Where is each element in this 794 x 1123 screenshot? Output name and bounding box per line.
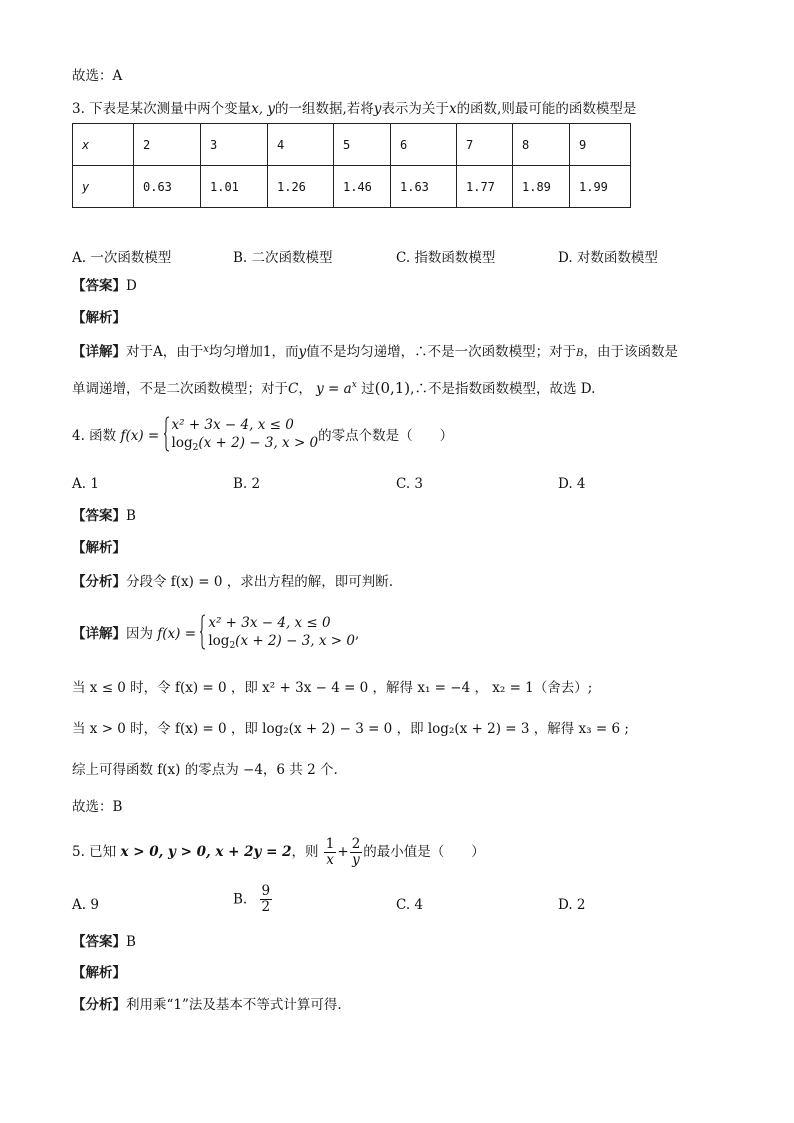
detail-tag: 【详解】 (72, 626, 126, 642)
q5-stem-b: ，则 (291, 844, 319, 860)
q4-detail (72, 614, 359, 655)
fraction-numerator: 2 (351, 836, 361, 852)
q3-stem-vars: x, y (251, 101, 275, 117)
q4-stem-a: 4. 函数 (72, 428, 117, 444)
detail-fx: f(x) = (157, 626, 197, 642)
q4-line-3: 综上可得函数 f(x) 的零点为 −4，6 共 2 个. (72, 762, 338, 778)
detail-tag: 【详解】 (72, 344, 126, 360)
fenxi-text: 分段令 f(x) = 0 ，求出方程的解，即可判断. (126, 574, 394, 590)
log-text: log (171, 435, 193, 451)
answer-tag: 【答案】 (72, 508, 126, 524)
detail-var-x: x (203, 344, 209, 355)
point-coord: (0,1) (374, 379, 411, 397)
log-text: log (208, 633, 230, 649)
detail-text: ,∴不是指数函数模型，故选 D. (410, 381, 596, 397)
q4-line-2: 当 x > 0 时，令 f(x) = 0 ，即 log₂(x + 2) − 3 = 0 ，即 log₂(x + 2) = 3 ，解得 x₃ = 6 ; (72, 721, 629, 737)
q5-option-b (233, 884, 273, 915)
q3-stem-a: 3. 下表是某次测量中两个变量 (72, 101, 252, 117)
answer-value: B (126, 934, 136, 950)
exp-equation: y = a (316, 381, 352, 397)
left-brace-icon (200, 614, 206, 650)
q4-fenxi (72, 573, 393, 591)
q4-option-a: A. 1 (72, 476, 99, 492)
x-cell: 5 (334, 124, 391, 166)
q4-stem (72, 416, 453, 457)
q5-option-a: A. 9 (72, 897, 99, 913)
analysis-tag: 【解析】 (72, 540, 126, 556)
x-cell: 2 (134, 124, 201, 166)
q3-stem (72, 100, 636, 118)
q5-condition: x > 0, y > 0, x + 2y = 2 (120, 844, 292, 860)
q5-fenxi (72, 996, 342, 1014)
q2-conclusion: 故选：A (72, 68, 123, 84)
detail-text: ， (298, 381, 312, 397)
fraction-9-over-2 (260, 884, 273, 915)
q3-option-c: C. 指数函数模型 (396, 250, 496, 266)
q3-data-table (72, 123, 631, 208)
answer-value: D (126, 278, 137, 294)
detail-text: 对于A，由于 (126, 344, 204, 360)
y-cell: 1.26 (268, 166, 334, 208)
exp-superscript: x (351, 380, 357, 390)
x-cell: 4 (268, 124, 334, 166)
log-base: 2 (192, 443, 199, 453)
q4-fx: f(x) = (120, 428, 160, 444)
detail-text: 因为 (126, 626, 153, 642)
log-arg: (x + 2) − 3, x > 0 (235, 633, 355, 649)
analysis-tag: 【解析】 (72, 965, 126, 981)
option-b-label: B. (233, 891, 248, 908)
row-label-x: x (73, 124, 134, 166)
q4-option-d: D. 4 (558, 476, 586, 492)
q4-option-b: B. 2 (233, 476, 261, 492)
log-base: 2 (229, 641, 236, 651)
q4-analysis-tag (72, 539, 126, 557)
table-row-y (73, 166, 631, 208)
detail-text: 过 (361, 381, 375, 397)
fraction-2-over-y (350, 837, 363, 868)
x-cell: 7 (457, 124, 513, 166)
y-cell: 1.01 (201, 166, 268, 208)
q5-option-d: D. 2 (558, 897, 586, 913)
analysis-tag: 【解析】 (72, 310, 126, 326)
piece-case-2 (208, 632, 355, 655)
log-arg: (x + 2) − 3, x > 0 (198, 435, 319, 451)
y-cell: 1.99 (570, 166, 631, 208)
piecewise-function (200, 614, 355, 655)
q3-option-b: B. 二次函数模型 (233, 250, 333, 266)
y-cell: 1.46 (334, 166, 391, 208)
detail-text: 单调递增，不是二次函数模型；对于 (72, 381, 288, 397)
fenxi-tag: 【分析】 (72, 997, 126, 1013)
q3-stem-c: 表示为关于 (381, 101, 449, 117)
q3-stem-b: 的一组数据,若将 (275, 101, 374, 117)
x-cell: 6 (391, 124, 457, 166)
q5-stem-c: 的最小值是（ ） (363, 844, 485, 860)
piece-case-1: x² + 3x − 4, x ≤ 0 (208, 615, 331, 631)
y-cell: 0.63 (134, 166, 201, 208)
y-cell: 1.63 (391, 166, 457, 208)
fenxi-tag: 【分析】 (72, 574, 126, 590)
x-cell: 8 (513, 124, 570, 166)
fraction-denominator: y (352, 852, 360, 868)
q3-detail-line-1 (72, 341, 678, 363)
y-cell: 1.77 (457, 166, 513, 208)
q3-stem-y: y (373, 101, 382, 117)
x-cell: 9 (570, 124, 631, 166)
q3-option-a: A. 一次函数模型 (72, 250, 172, 266)
piece-case-2 (172, 434, 319, 457)
detail-var-b: B (576, 348, 584, 359)
answer-tag: 【答案】 (72, 934, 126, 950)
table-row-x (73, 124, 631, 166)
fraction-denominator: 2 (261, 899, 271, 915)
x-cell: 3 (201, 124, 268, 166)
q4-answer (72, 507, 136, 525)
answer-value: B (126, 508, 136, 524)
piece-case-1: x² + 3x − 4, x ≤ 0 (171, 417, 294, 433)
fraction-1-over-x (324, 837, 337, 868)
left-brace-icon (164, 416, 170, 452)
q3-option-d: D. 对数函数模型 (558, 250, 658, 266)
q5-stem (72, 832, 485, 872)
q5-stem-a: 5. 已知 (72, 844, 117, 860)
q4-stem-b: 的零点个数是（ ） (318, 428, 454, 444)
q5-analysis-tag (72, 964, 126, 982)
detail-text: 均匀增加1，而 (208, 344, 299, 360)
q4-line-1: 当 x ≤ 0 时，令 f(x) = 0 ，即 x² + 3x − 4 = 0 ，解得 x₁ = −4 ， x₂ = 1（舍去）; (72, 680, 593, 696)
q4-conclusion: 故选：B (72, 799, 123, 815)
fenxi-text: 利用乘“1”法及基本不等式计算可得. (126, 997, 342, 1013)
plus-sign: + (337, 844, 349, 860)
q3-stem-d: 的函数,则最可能的函数模型是 (456, 101, 637, 117)
fraction-denominator: x (326, 852, 334, 868)
detail-text: 值不是均匀递增，∴不是一次函数模型；对于 (306, 344, 577, 360)
detail-var-y: y (298, 344, 307, 360)
fraction-numerator: 9 (261, 883, 271, 899)
q3-stem-x: x (448, 101, 457, 117)
fraction-numerator: 1 (325, 836, 335, 852)
q3-detail-line-2 (72, 376, 595, 398)
q3-answer (72, 277, 137, 295)
q5-option-c: C. 4 (396, 897, 424, 913)
row-label-y: y (73, 166, 134, 208)
q4-option-c: C. 3 (396, 476, 424, 492)
q3-analysis-tag (72, 309, 126, 327)
detail-text: ，由于该函数是 (583, 344, 678, 360)
piecewise-function (164, 416, 319, 457)
q5-answer (72, 933, 136, 951)
detail-text: , (354, 626, 360, 642)
y-cell: 1.89 (513, 166, 570, 208)
answer-tag: 【答案】 (72, 278, 126, 294)
detail-var-c: C (288, 381, 299, 397)
